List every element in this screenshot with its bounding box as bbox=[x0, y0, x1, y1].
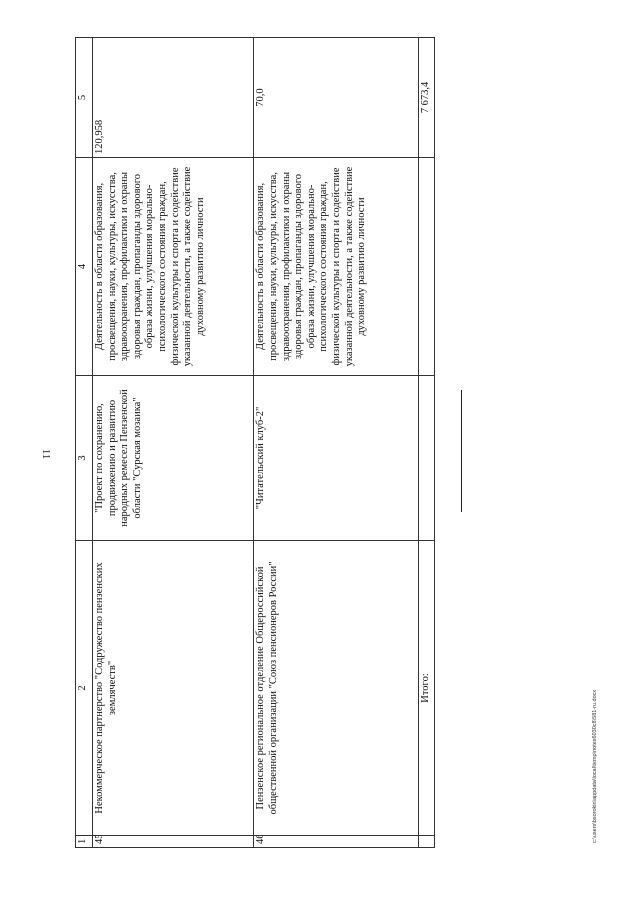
total-value: 7 673,4 bbox=[418, 38, 434, 158]
row-number: 46. bbox=[254, 836, 418, 848]
table-row bbox=[254, 38, 418, 848]
header-cell-3: 3 bbox=[76, 376, 93, 541]
end-divider-line bbox=[461, 390, 462, 512]
header-row bbox=[76, 38, 93, 848]
total-row bbox=[418, 38, 434, 848]
project-name: "Читательский клуб-2" bbox=[254, 376, 418, 541]
file-path-footer: c:\users\bsorokin\appdata\local\temp\notes6030c8\581-ru.docx bbox=[592, 689, 598, 843]
grant-amount: 120,958 bbox=[93, 38, 254, 158]
total-label: Итого: bbox=[418, 541, 434, 836]
header-cell-1: 1 bbox=[76, 836, 93, 848]
grants-table bbox=[75, 37, 435, 848]
total-empty-cell bbox=[418, 158, 434, 376]
row-number: 45. bbox=[93, 836, 254, 848]
organization-name: Пензенское региональное отделение Общероссийской общественной организации "Союз пенсионеров России" bbox=[254, 541, 418, 836]
project-name: "Проект по сохранению, продвижению и развитию народных ремесел Пензенской области "Сурская мозаика" bbox=[93, 376, 254, 541]
table-rotator bbox=[75, 38, 435, 848]
header-cell-5: 5 bbox=[76, 38, 93, 158]
header-cell-4: 4 bbox=[76, 158, 93, 376]
grant-amount: 70,0 bbox=[254, 38, 418, 158]
table-row bbox=[93, 38, 254, 848]
page-number: 11 bbox=[40, 448, 52, 460]
activity-description: Деятельность в области образования, просвещения, науки, культуры, искусства, здравоохранения, профилактики и охраны здоровья граждан, пропаганды здорового образа жизни, улучшения морально-психологического состояния граждан, физической культуры и спорта и содействие указанной деятельности, а также содействие духовному развитию личности bbox=[93, 158, 254, 376]
total-empty-cell bbox=[418, 836, 434, 848]
activity-description: Деятельность в области образования, просвещения, науки, культуры, искусства, здравоохранения, профилактики и охраны здоровья граждан, пропаганды здорового образа жизни, улучшения морально-психологического состояния граждан, физической культуры и спорта и содействие указанной деятельности, а также содействие духовному развитию личности bbox=[254, 158, 418, 376]
header-cell-2: 2 bbox=[76, 541, 93, 836]
organization-name: Некоммерческое партнерство "Содружество пензенских землячеств" bbox=[93, 541, 254, 836]
total-empty-cell bbox=[418, 376, 434, 541]
